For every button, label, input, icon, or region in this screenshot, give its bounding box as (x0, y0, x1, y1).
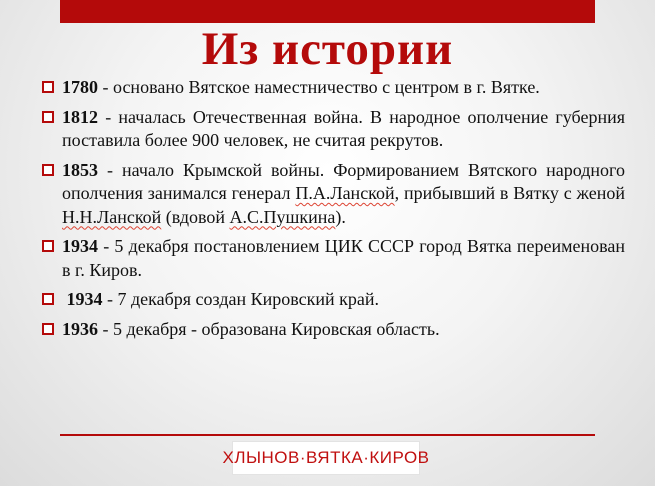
item-text: - 5 декабря - образована Кировская область. (98, 318, 440, 339)
item-year: 1934 (66, 289, 103, 309)
item-year: 1853 (62, 159, 98, 180)
square-bullet-icon (42, 81, 54, 93)
item-year: 1812 (62, 106, 98, 127)
top-decorative-bar (60, 0, 595, 23)
item-text: (вдовой (161, 206, 230, 227)
item-text: - начало Крымской войны. Формированием Вятского народного ополчения занимался генерал (62, 159, 625, 203)
logo-text: ХЛЫНОВ·ВЯТКА·КИРОВ (222, 448, 430, 467)
person-name: Н.Н.Ланской (62, 206, 162, 227)
square-bullet-icon (42, 164, 54, 176)
person-name: П.А.Ланской (295, 183, 395, 203)
list-item (40, 159, 625, 230)
item-year: 1780 (62, 77, 98, 97)
item-text: - 7 декабря создан Кировский край. (102, 289, 379, 309)
bottom-divider (60, 434, 595, 436)
list-item (40, 235, 625, 282)
item-year: 1936 (62, 318, 98, 339)
item-text: - началась Отечественная война. В народное ополчение губерния поставила более 900 человек, не считая рекрутов. (62, 106, 625, 150)
list-item (40, 76, 625, 100)
square-bullet-icon (42, 240, 54, 252)
list-item (40, 318, 625, 342)
item-text: - основано Вятское наместничество с центром в г. Вятке. (98, 77, 540, 97)
list-item (40, 106, 625, 153)
item-text: - 5 декабря постановлением ЦИК СССР город Вятка переименован в г. Киров. (62, 236, 625, 280)
square-bullet-icon (42, 111, 54, 123)
list-item (40, 288, 625, 312)
item-year: 1934 (62, 236, 98, 256)
square-bullet-icon (42, 293, 54, 305)
item-text: ). (335, 206, 346, 227)
city-logo (222, 441, 430, 475)
square-bullet-icon (42, 323, 54, 335)
slide-title: Из истории (201, 23, 454, 75)
history-list (40, 76, 625, 347)
person-name: А.С.Пушкина (229, 206, 336, 227)
item-text: , прибывший в Вятку с женой (394, 183, 625, 203)
